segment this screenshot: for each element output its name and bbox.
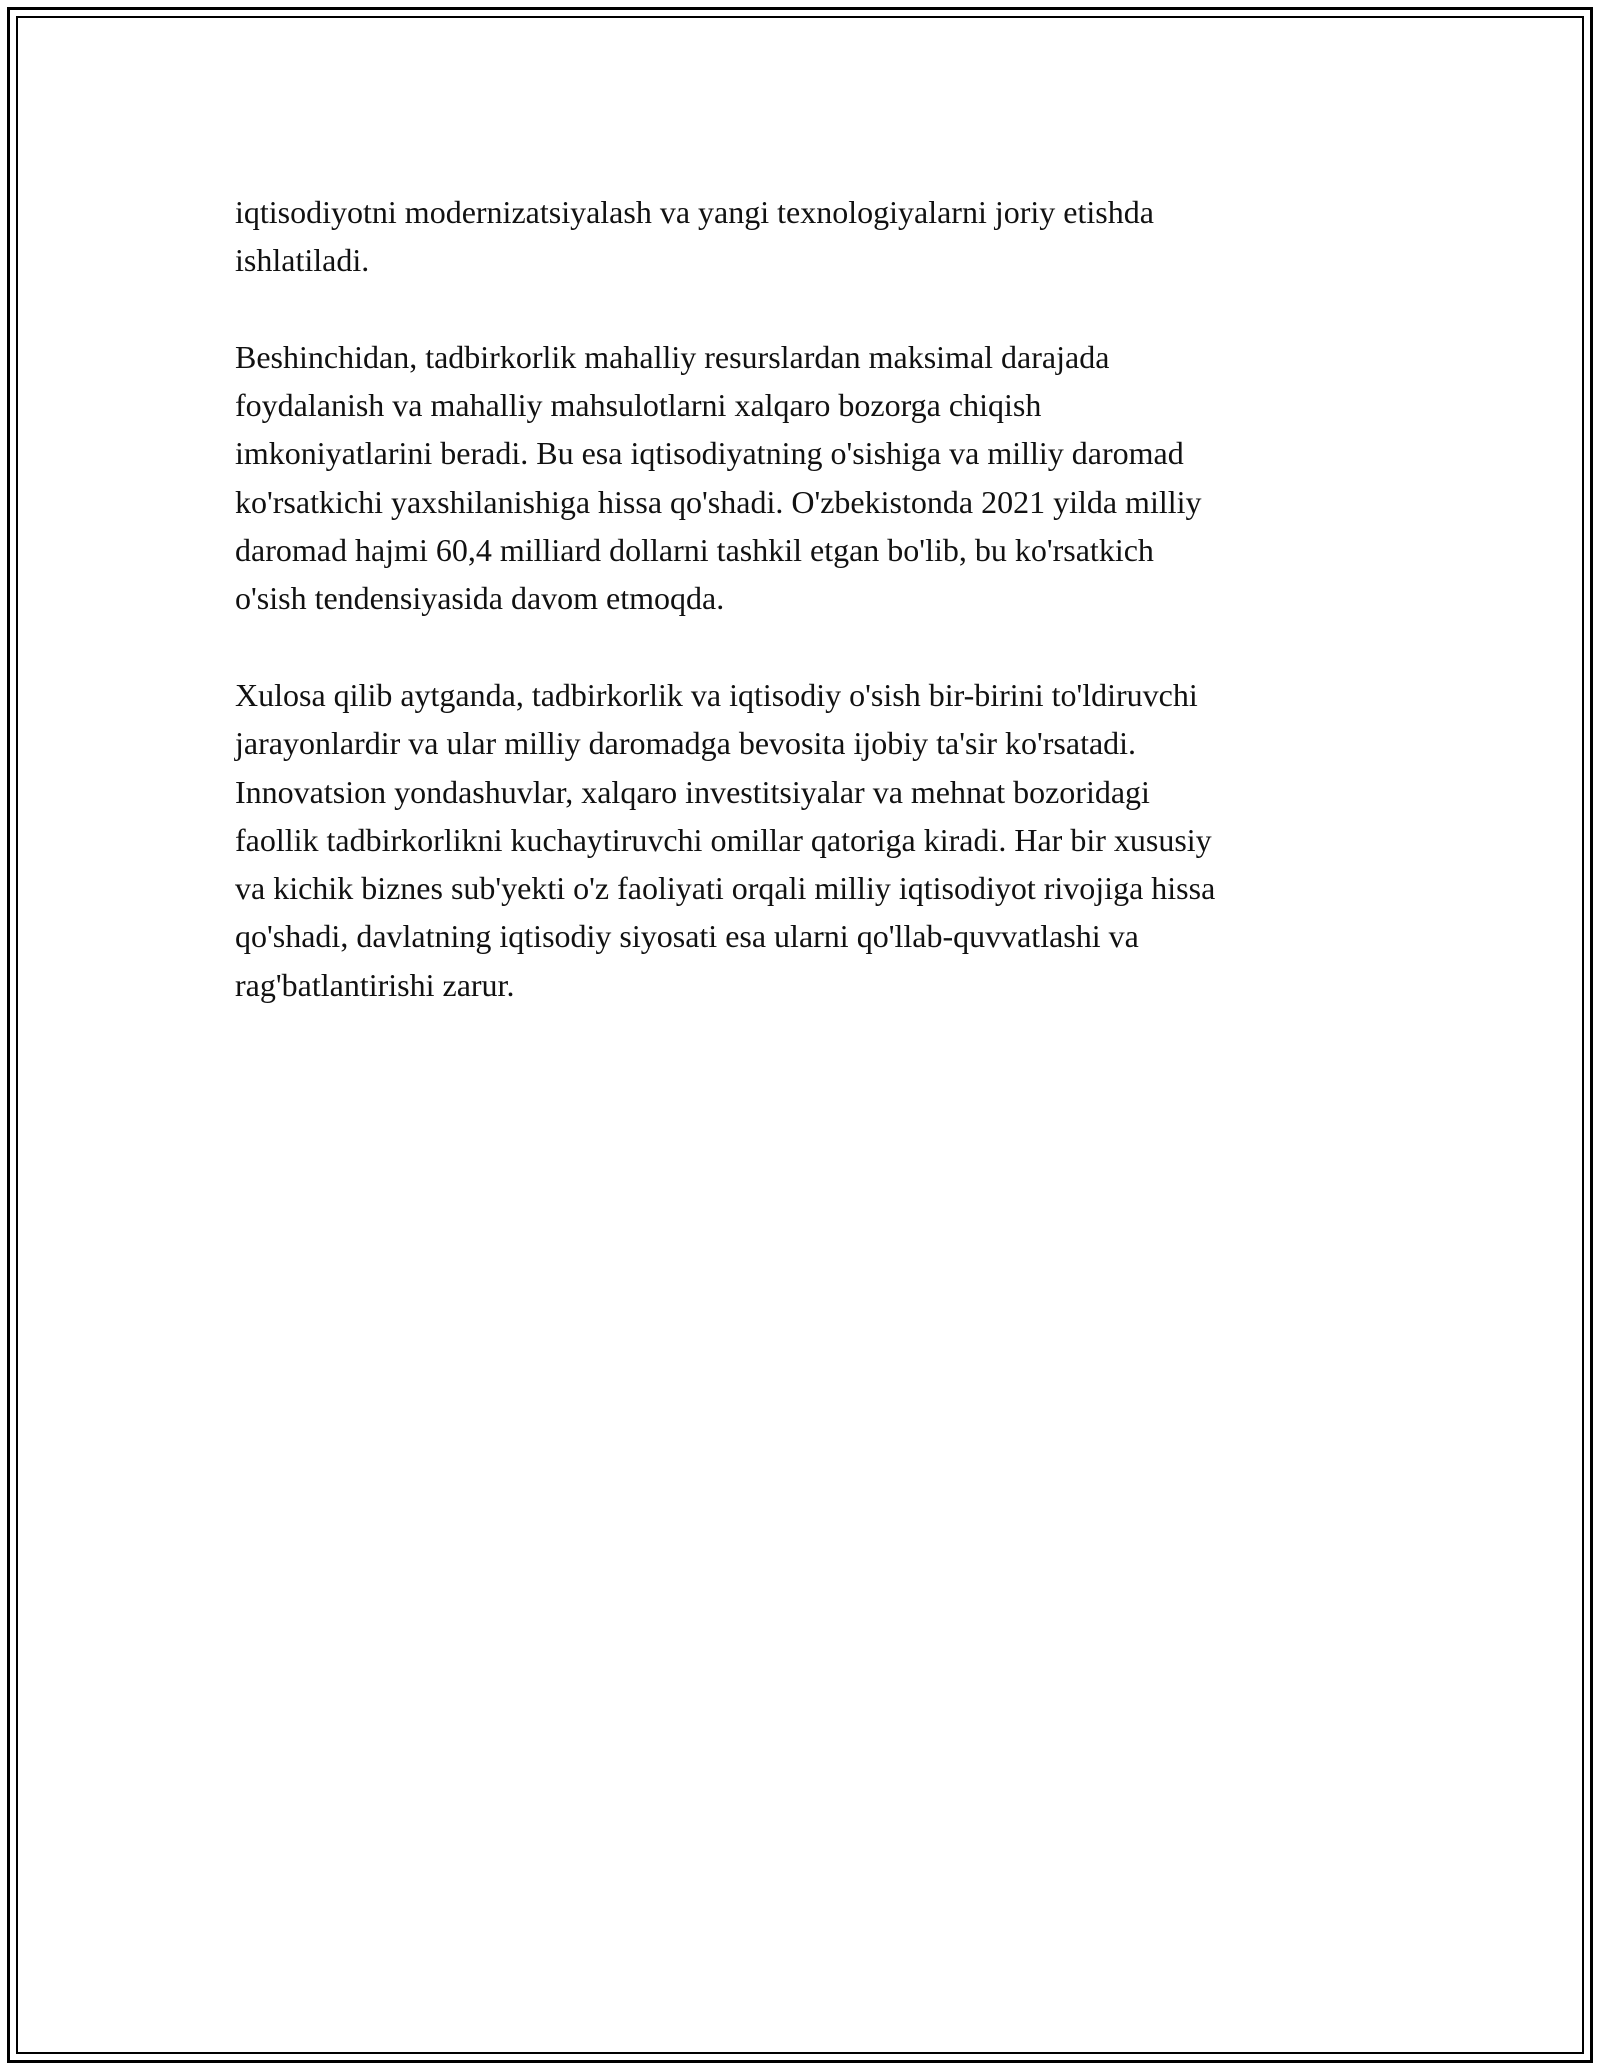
paragraph-3 (235, 671, 1370, 1009)
text-line: daromad hajmi 60,4 milliard dollarni tashkil etgan bo'lib, bu ko'rsatkich (235, 532, 1154, 569)
text-line: Innovatsion yondashuvlar, xalqaro investitsiyalar va mehnat bozoridagi (235, 773, 1150, 810)
text-line: imkoniyatlarini beradi. Bu esa iqtisodiyatning o'sishiga va milliy daromad (235, 435, 1184, 472)
paragraph-2 (235, 333, 1370, 623)
text-line: iqtisodiyotni modernizatsiyalash va yangi texnologiyalarni joriy etishda (235, 194, 1154, 230)
text-line: qo'shadi, davlatning iqtisodiy siyosati esa ularni qo'llab-quvvatlashi va (235, 918, 1139, 955)
text-line: ko'rsatkichi yaxshilanishiga hissa qo'shadi. O'zbekistonda 2021 yilda milliy (235, 483, 1202, 520)
paragraph-1 (235, 188, 1370, 285)
document-body (235, 188, 1370, 1057)
text-line: Xulosa qilib aytganda, tadbirkorlik va iqtisodiy o'sish bir-birini to'ldiruvchi (235, 676, 1198, 713)
text-line: Beshinchidan, tadbirkorlik mahalliy resurslardan maksimal darajada (235, 338, 1110, 375)
text-line: o'sish tendensiyasida davom etmoqda. (235, 580, 725, 617)
text-line: jarayonlardir va ular milliy daromadga bevosita ijobiy ta'sir ko'rsatadi. (235, 725, 1137, 762)
text-line: foydalanish va mahalliy mahsulotlarni xalqaro bozorga chiqish (235, 387, 1042, 424)
text-line: va kichik biznes sub'yekti o'z faoliyati orqali milliy iqtisodiyot rivojiga hissa (235, 870, 1216, 907)
text-line: faollik tadbirkorlikni kuchaytiruvchi omillar qatoriga kiradi. Har bir xususiy (235, 821, 1212, 858)
text-line: ishlatiladi. (235, 242, 370, 279)
text-line: rag'batlantirishi zarur. (235, 966, 515, 1003)
